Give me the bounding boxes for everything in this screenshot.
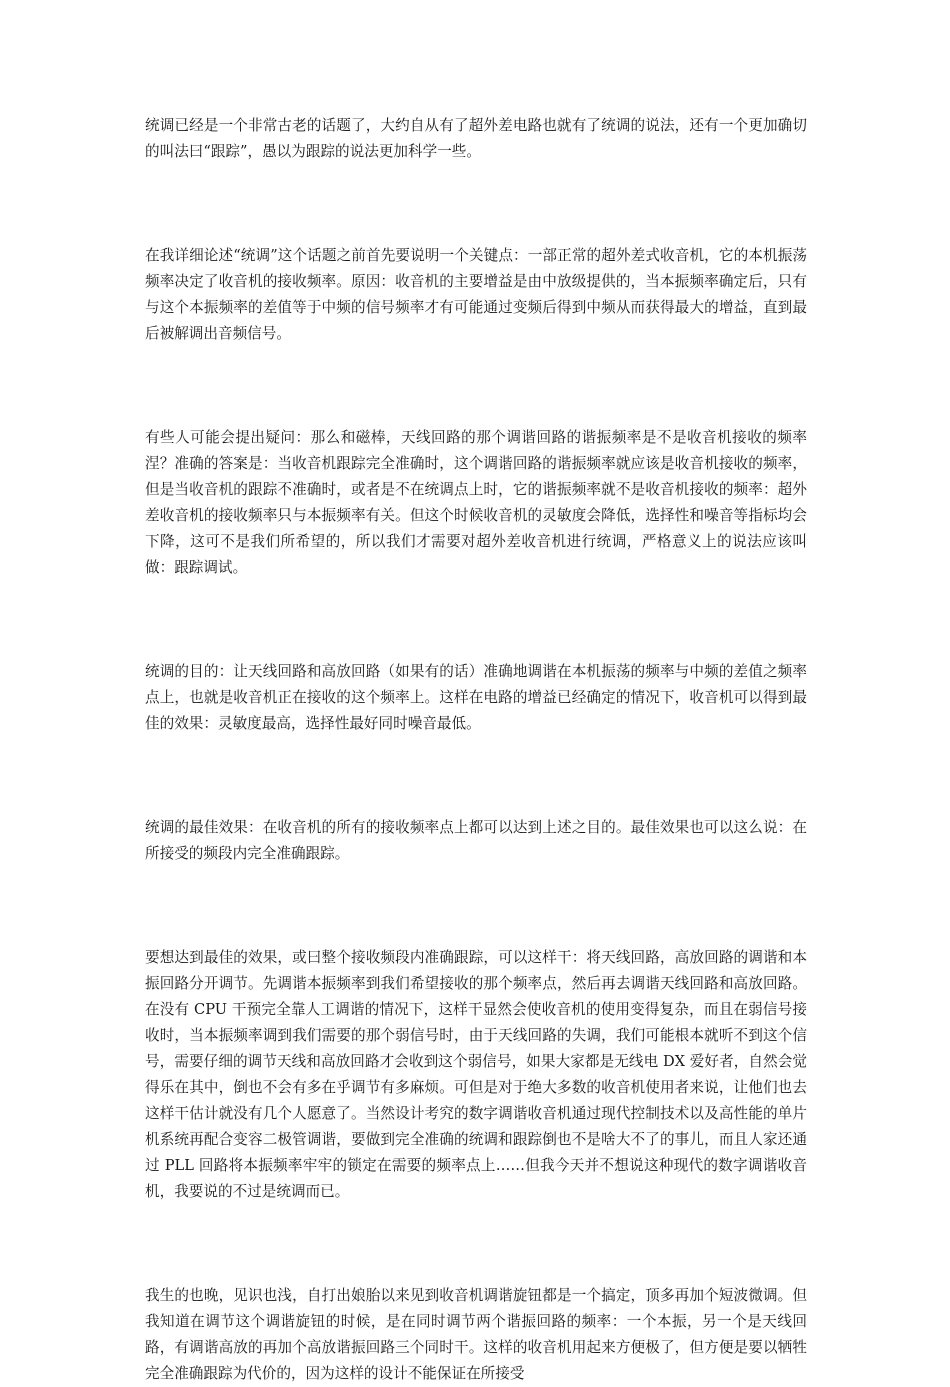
paragraph-7: 我生的也晚，见识也浅，自打出娘胎以来见到收音机调谐旋钮都是一个搞定，顶多再加个短波微调。但我知道在调节这个调谐旋钮的时候，是在同时调节两个谐振回路的频率：一个本振，另一个是天线回路，有调谐高放的再加个高放谐振回路三个同时干。这样的收音机用起来方便极了，但方便是要以牺牲完全准确跟踪为代价的，因为这样的设计不能保证在所接受 [145, 1287, 807, 1382]
paragraph-6: 要想达到最佳的效果，或曰整个接收频段内准确跟踪，可以这样干：将天线回路，高放回路的调谐和本振回路分开调节。先调谐本振频率到我们希望接收的那个频率点，然后再去调谐天线回路和高放回路。在没有 CPU 干预完全靠人工调谐的情况下，这样干显然会使收音机的使用变得复杂，而且在弱信号接收时，当本振频率调到我们需要的那个弱信号时，由于天线回路的失调，我们可能根本就听不到这个信号，需要仔细的调节天线和高放回路才会收到这个弱信号，如果大家都是无线电 DX 爱好者，自然会觉得乐在其中，倒也不会有多在乎调节有多麻烦。可但是对于绝大多数的收音机使用者来说，让他们也去这样干估计就没有几个人愿意了。当然设计考究的数字调谐收音机通过现代控制技术以及高性能的单片机系统再配合变容二极管调谐，要做到完全准确的统调和跟踪倒也不是啥大不了的事儿，而且人家还通过 PLL 回路将本振频率牢牢的锁定在需要的频率点上……但我今天并不想说这种现代的数字调谐收音机，我要说的不过是统调而已。 [145, 949, 807, 1200]
paragraph-3: 有些人可能会提出疑问：那么和磁棒，天线回路的那个调谐回路的谐振频率是不是收音机接收的频率涅？准确的答案是：当收音机跟踪完全准确时，这个调谐回路的谐振频率就应该是收音机接收的频率，但是当收音机的跟踪不准确时，或者是不在统调点上时，它的谐振频率就不是收音机接收的频率：超外差收音机的接收频率只与本振频率有关。但这个时候收音机的灵敏度会降低，选择性和噪音等指标均会下降，这可不是我们所希望的，所以我们才需要对超外差收音机进行统调，严格意义上的说法应该叫做：跟踪调试。 [145, 429, 807, 576]
paragraph-2: 在我详细论述“统调”这个话题之前首先要说明一个关键点：一部正常的超外差式收音机，它的本机振荡频率决定了收音机的接收频率。原因：收音机的主要增益是由中放级提供的，当本振频率确定后，只有与这个本振频率的差值等于中频的信号频率才有可能通过变频后得到中频从而获得最大的增益，直到最后被解调出音频信号。 [145, 247, 807, 342]
paragraph-1: 统调已经是一个非常古老的话题了，大约自从有了超外差电路也就有了统调的说法，还有一个更加确切的叫法曰“跟踪”，愚以为跟踪的说法更加科学一些。 [145, 117, 807, 160]
paragraph-5: 统调的最佳效果：在收音机的所有的接收频率点上都可以达到上述之目的。最佳效果也可以这么说：在所接受的频段内完全准确跟踪。 [145, 819, 807, 862]
paragraph-4: 统调的目的：让天线回路和高放回路（如果有的话）准确地调谐在本机振荡的频率与中频的差值之频率点上，也就是收音机正在接收的这个频率上。这样在电路的增益已经确定的情况下，收音机可以得到最佳的效果：灵敏度最高，选择性最好同时噪音最低。 [145, 663, 807, 732]
document-body [145, 113, 807, 1387]
